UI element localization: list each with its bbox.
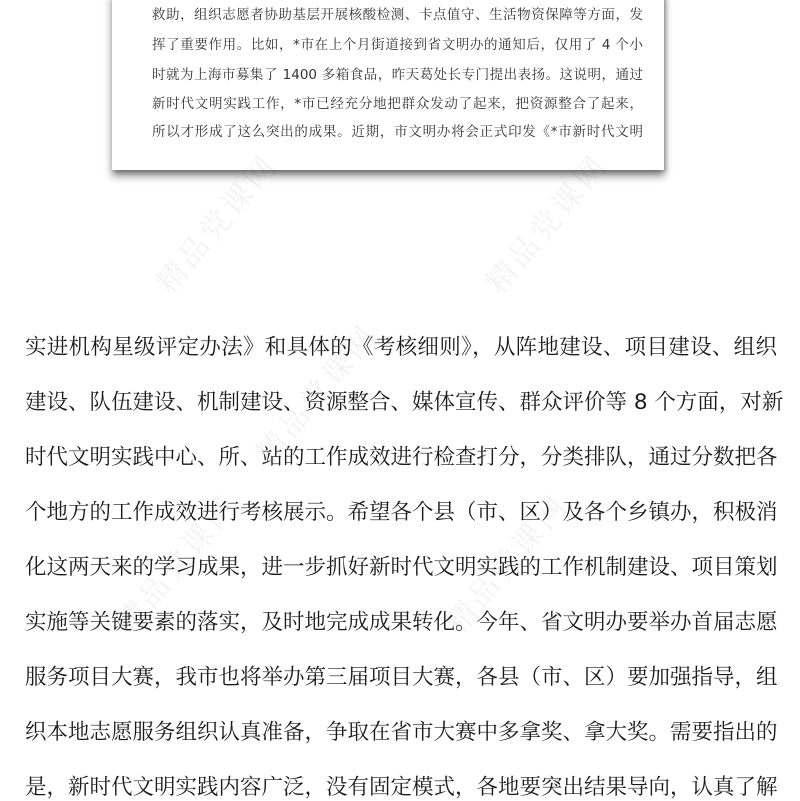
watermark: 精品党课网 (479, 147, 616, 301)
body-text-line: 服务项目大赛，我市也将举办第三届项目大赛，各县（市、区）要加强指导，组 (25, 665, 778, 690)
card-text-line: 新时代文明实践工作，*市已经充分地把群众发动了起来，把资源整合了起来， (152, 96, 643, 112)
body-text-line: 实施等关键要素的落实，及时地完成成果转化。今年、省文明办要举办首届志愿 (25, 610, 778, 635)
body-text-line: 化这两天来的学习成果，进一步抓好新时代文明实践的工作机制建设、项目策划 (25, 555, 778, 580)
watermark: 精品党课网 (439, 487, 576, 641)
body-text-line: 个地方的工作成效进行考核展示。希望各个县（市、区）及各个乡镇办，积极消 (25, 500, 778, 525)
watermark: 精品党课网 (149, 147, 286, 301)
document-page-preview (112, 0, 664, 170)
body-text-line: 是，新时代文明实践内容广泛，没有固定模式，各地要突出结果导向，认真了解 (25, 775, 778, 800)
card-text-line: 挥了重要作用。比如，*市在上个月街道接到省文明办的通知后，仅用了 4 个小 (152, 37, 643, 53)
watermark: 精品党课网 (249, 317, 386, 471)
body-text-line: 时代文明实践中心、所、站的工作成效进行检查打分，分类排队，通过分数把各 (25, 445, 778, 470)
card-text-line: 所以才形成了这么突出的成果。近期，市文明办将会正式印发《*市新时代文明 (152, 124, 643, 140)
body-text-line: 建设、队伍建设、机制建设、资源整合、媒体宣传、群众评价等 8 个方面，对新 (25, 390, 784, 415)
body-text-line: 实进机构星级评定办法》和具体的《考核细则》，从阵地建设、项目建设、组织 (25, 335, 777, 360)
body-text-line: 织本地志愿服务组织认真准备，争取在省市大赛中多拿奖、拿大奖。需要指出的 (25, 720, 778, 745)
card-text-line: 时就为上海市募集了 1400 多箱食品，昨天葛处长专门提出表扬。这说明，通过 (152, 67, 643, 83)
card-text-line: 救助，组织志愿者协助基层开展核酸检测、卡点值守、生活物资保障等方面，发 (152, 7, 643, 23)
watermark: 精品党课网 (109, 487, 246, 641)
